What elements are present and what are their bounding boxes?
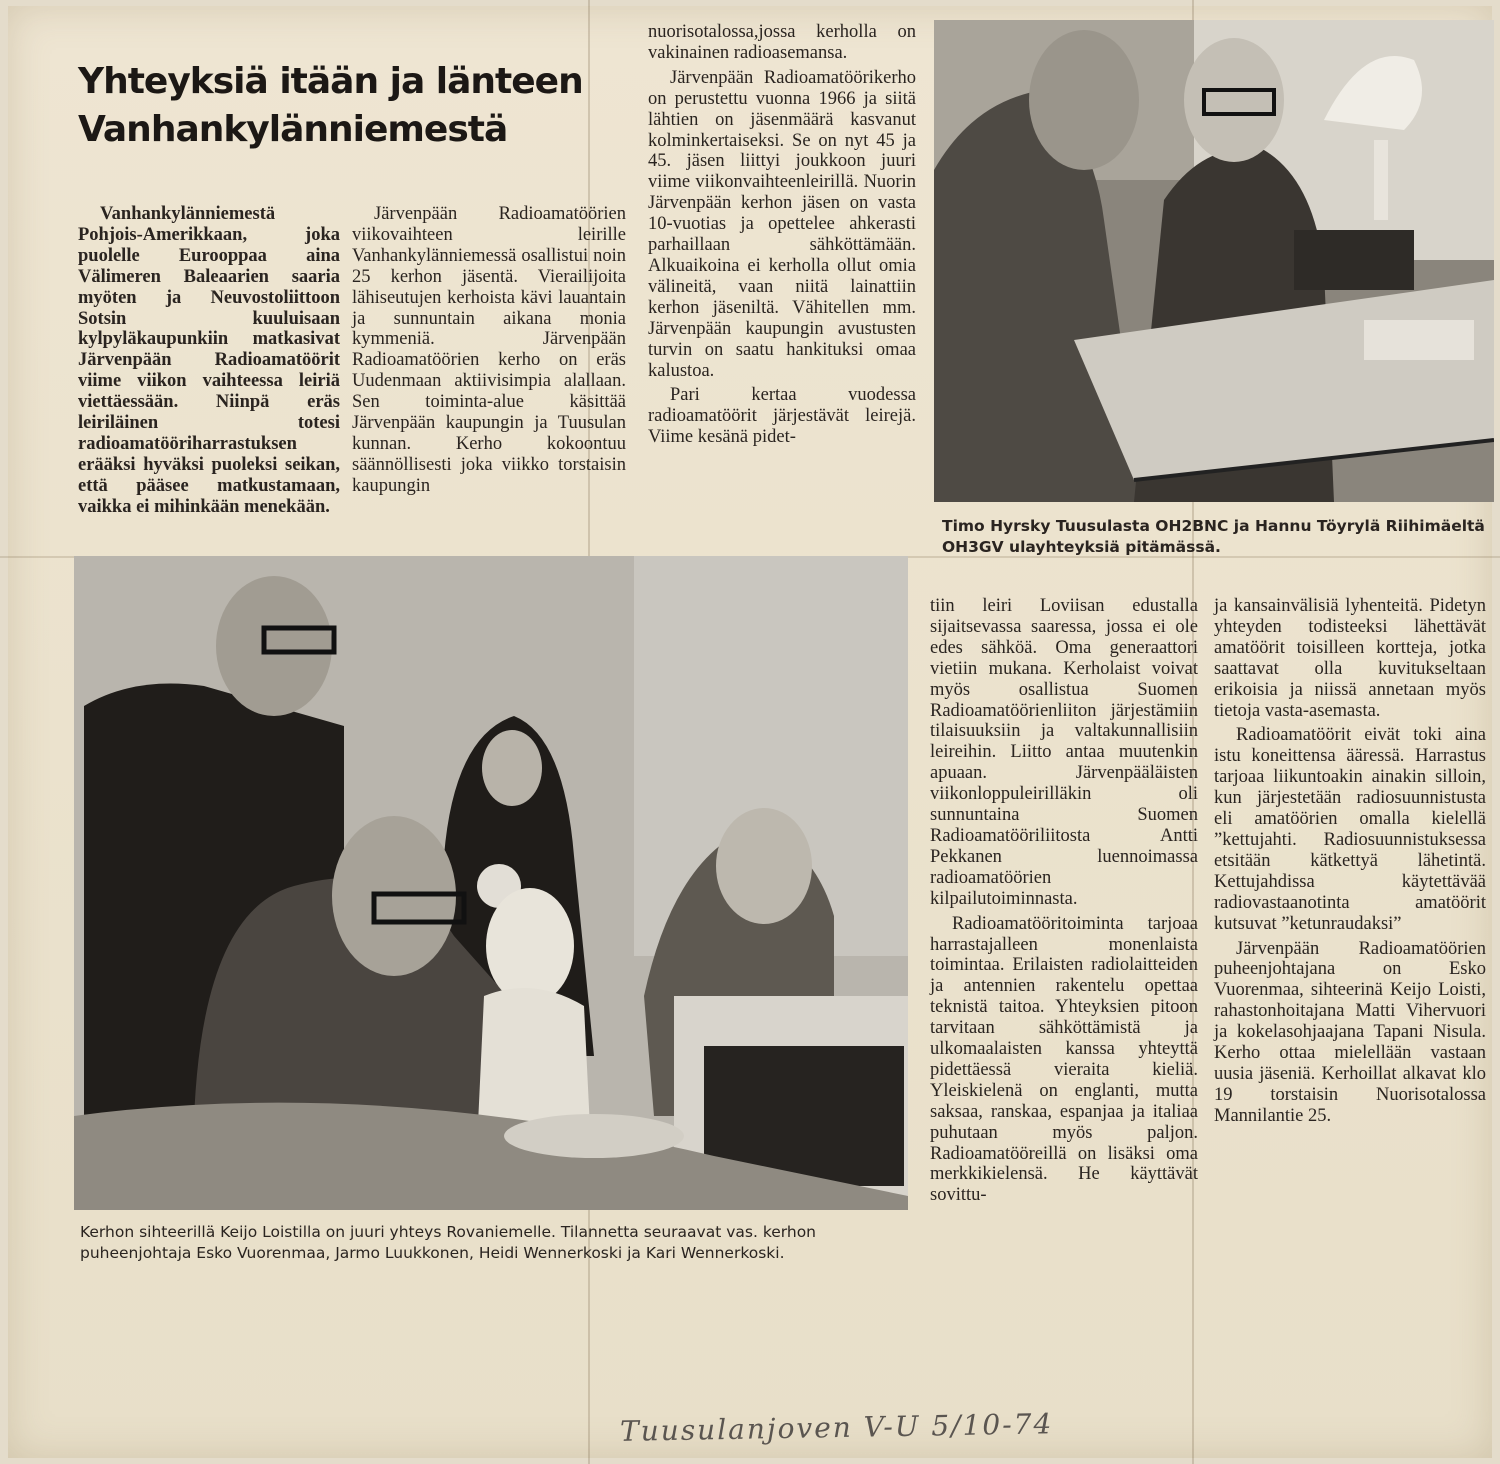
article-column-4 xyxy=(930,596,1198,1206)
column-3-para-1: nuorisotalossa,jossa kerholla on vakinainen radioasemansa. xyxy=(648,22,916,63)
column-3-para-3: Pari kertaa vuodessa radioamatöörit järjestävät leirejä. Viime kesänä pidet- xyxy=(648,385,916,448)
column-5-para-1: ja kansainvälisiä lyhenteitä. Pidetyn yhteyden todisteeksi lähettävät amatöörit toisilleen kortteja, jotka saattavat olla kuvitukseltaan erikoisia ja niissä annetaan myös tietoja vasta-asemasta. xyxy=(1214,596,1486,721)
headline xyxy=(78,58,598,154)
headline-line-2: Vanhankylänniemestä xyxy=(78,109,508,150)
column-4-para-1: tiin leiri Loviisan edustalla sijaitsevassa saaressa, jossa ei ole edes sähköä. Oma generaattori vietiin mukana. Kerholaist voivat myös osallistua Suomen Radioamatöörienliiton järjestämiin tilaisuuksiin ja valtakunnallisiin leireihin. Liitto antaa muutenkin apuaan. Järvenpääläisten viikonloppuleirilläkin oli sunnuntaina Suomen Radioamatööriliitosta Antti Pekkanen luennoimassa radioamatöörien kilpailutoiminnasta. xyxy=(930,596,1198,909)
lead-text: Vanhankylänniemestä Pohjois-Amerikkaan, joka puolelle Eurooppaa aina Välimeren Baleaarien saaria myöten ja Neuvostoliittoon Sotsin kuuluisaan kylpyläkaupunkiin matkasivat Järvenpään Radioamatöörit viime viikon vaihteessa leiriä viettäessään. Niinpä eräs leiriläinen totesi radioamatööriharrastuksen erääksi hyväksi puoleksi seikan, että pääsee matkustamaan, vaikka ei mihinkään menekään. xyxy=(78,204,340,517)
column-2-text: Järvenpään Radioamatöörien viikovaihteen leirille Vanhankylänniemessä osallistui noin 25 kerhon jäsentä. Vierailijoita lähiseutujen kerhoista kävi lauantain ja sunnuntain aikana monia kymmeniä. Järvenpään Radioamatöörien kerho on eräs Uudenmaan aktiivisimpia alallaan. Sen toiminta-alue käsittää Järvenpään kaupungin ja Tuusulan kunnan. Kerho kokoontuu säännöllisesti joka viikko torstaisin kaupungin xyxy=(352,204,626,496)
column-5-para-3: Järvenpään Radioamatöörien puheenjohtajana on Esko Vuorenmaa, sihteerinä Keijo Loisti, rahastonhoitajana Matti Vihervuori ja kokelasohjaajana Tapani Nisula. Kerho ottaa mielellään vastaan uusia jäseniä. Kerhoillat alkavat klo 19 torstaisin Nuorisotalossa Mannilantie 25. xyxy=(1214,938,1486,1126)
article-column-2 xyxy=(352,204,626,497)
column-5-para-2: Radioamatöörit eivät toki aina istu koneittensa ääressä. Harrastus tarjoaa liikuntoakin ainakin silloin, kun järjestetään radiosuunnistusta eli amatöörien omalla kielellä ”kettujahti. Radiosuunnistuksessa etsitään kätkettyä lähetintä. Kettujahdissa käytettävää radiovastaanotinta amatöörit kutsuvat ”ketunraudaksi” xyxy=(1214,725,1486,934)
lead-paragraph xyxy=(78,204,340,518)
column-3-para-2: Järvenpään Radioamatöörikerho on perustettu vuonna 1966 ja siitä lähtien on jäsenmäärä kasvanut kolminkertaiseksi. Se on nyt 45 ja 45. jäsen liittyi joukkoon juuri viime viikonvaihteenleirillä. Nuorin Järvenpään kerhon jäsen on vasta 10-vuotias ja opettelee ahkerasti parhaillaan sähköttämään. Alkuaikoina ei kerholla ollut omia välineitä, vaan niitä lainattiin kerhon jäseniltä. Vähitellen mm. Järvenpään kaupungin avustusten turvin on saatu hankituksi omaa kalustoa. xyxy=(648,67,916,381)
caption-main-photo: Kerhon sihteerillä Keijo Loistilla on juuri yhteys Rovaniemelle. Tilannetta seuraavat vas. kerhon puheenjohtaja Esko Vuorenmaa, Jarmo Luukkonen, Heidi Wennerkoski ja Kari Wennerkoski. xyxy=(80,1223,817,1262)
photo-club-station xyxy=(74,556,908,1210)
headline-line-1: Yhteyksiä itään ja länteen xyxy=(78,61,583,102)
column-4-para-2: Radioamatööritoiminta tarjoaa harrastajalleen monenlaista toimintaa. Erilaisten radiolaitteiden ja antennien rakentelu opettaa teknistä taitoa. Yhteyksien pitoon tarvitaan sähköttämistä ja ulkomaalaisten kanssa yhteyttä pidettäessä vieraita kieliä. Yleiskielenä on englanti, mutta saksaa, ranskaa, espanjaa ja italiaa puhutaan myös paljon. Radioamatööreillä on lisäksi oma merkkikielensä. He käyttävät sovittu- xyxy=(930,913,1198,1206)
photo-club-station-image xyxy=(74,556,908,1210)
article-column-3 xyxy=(648,22,916,448)
photo-operators xyxy=(934,20,1494,502)
handwritten-source-note: Tuusulanjoven V-U 5/10-74 xyxy=(619,1407,1054,1448)
article-column-5 xyxy=(1214,596,1486,1127)
photo-operators-image xyxy=(934,20,1494,502)
caption-top-photo: Timo Hyrsky Tuusulasta OH2BNC ja Hannu Töyrylä Riihimäeltä OH3GV ulayhteyksiä pitämässä. xyxy=(942,517,1485,556)
